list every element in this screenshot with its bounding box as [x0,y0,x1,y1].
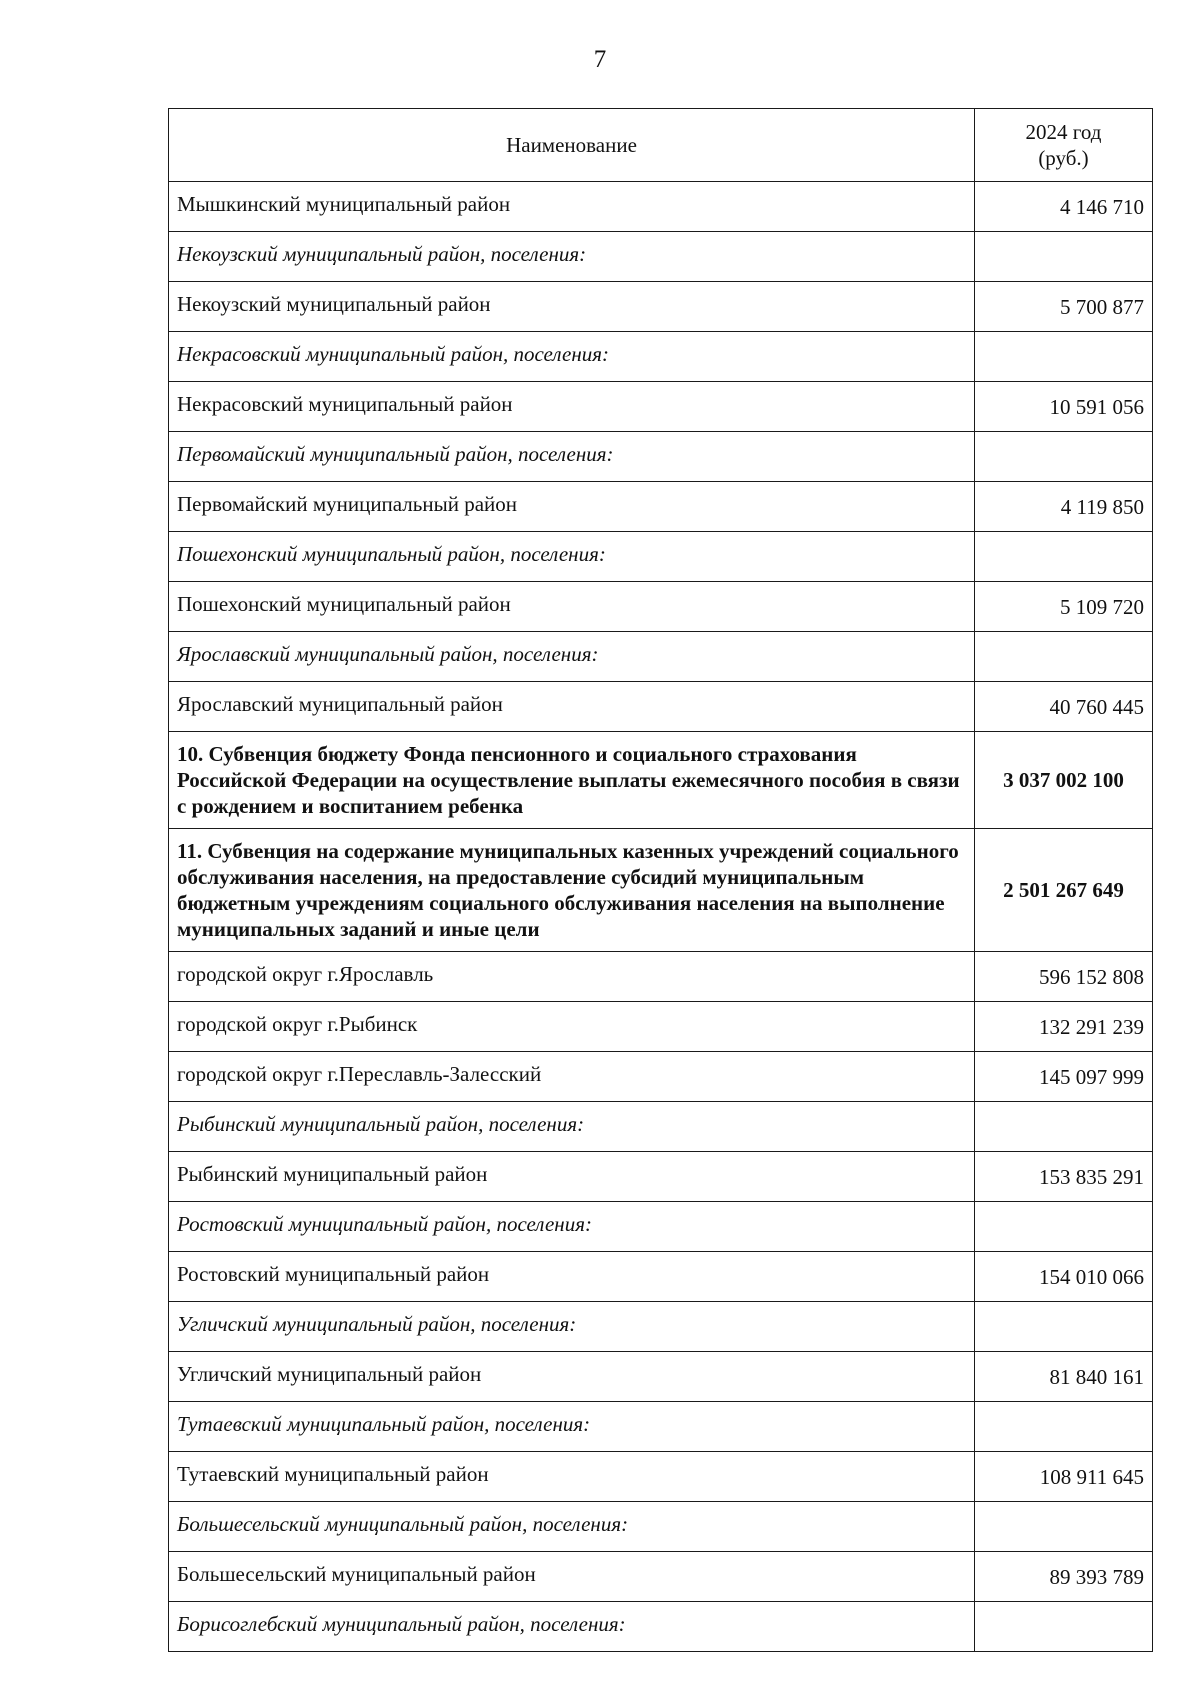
row-name: Большесельский муниципальный район [169,1552,975,1602]
row-value [975,1102,1153,1152]
table-row [169,682,1153,732]
table-row-subheading [169,1502,1153,1552]
row-value [975,432,1153,482]
table-row [169,282,1153,332]
section-title: 11. Субвенция на содержание муниципальных казенных учреждений социального обслуживания населения, на предоставление субсидий муниципальным бюджетным учреждениям социального обслуживания населения на выполнение муниципальных заданий и иные цели [169,829,975,952]
row-value [975,332,1153,382]
row-name: Пошехонский муниципальный район [169,582,975,632]
table-row-section-11 [169,829,1153,952]
row-value [975,1302,1153,1352]
row-name: Ярославский муниципальный район [169,682,975,732]
table-row [169,1352,1153,1402]
table-row-subheading [169,532,1153,582]
table-row [169,1152,1153,1202]
row-value [975,532,1153,582]
table-row-subheading [169,232,1153,282]
row-value: 10 591 056 [975,382,1153,432]
table-row-section-10 [169,732,1153,829]
row-value: 4 146 710 [975,182,1153,232]
row-name: Рыбинский муниципальный район, поселения: [169,1102,975,1152]
row-name: Тутаевский муниципальный район [169,1452,975,1502]
table-row [169,482,1153,532]
table-row-subheading [169,1602,1153,1652]
table-row-subheading [169,632,1153,682]
row-value [975,1202,1153,1252]
row-name: Угличский муниципальный район [169,1352,975,1402]
table-row [169,1252,1153,1302]
row-value [975,632,1153,682]
row-name: Тутаевский муниципальный район, поселения: [169,1402,975,1452]
row-value: 89 393 789 [975,1552,1153,1602]
row-value: 153 835 291 [975,1152,1153,1202]
row-value [975,1502,1153,1552]
row-value: 154 010 066 [975,1252,1153,1302]
row-value: 4 119 850 [975,482,1153,532]
row-name: Некоузский муниципальный район [169,282,975,332]
table-row [169,1002,1153,1052]
row-name: Некрасовский муниципальный район [169,382,975,432]
table-row [169,1552,1153,1602]
row-name: Некоузский муниципальный район, поселения: [169,232,975,282]
row-value: 132 291 239 [975,1002,1153,1052]
row-name: Борисоглебский муниципальный район, поселения: [169,1602,975,1652]
table-row [169,1452,1153,1502]
row-value [975,232,1153,282]
table-row [169,182,1153,232]
budget-table [168,108,1153,1652]
row-name: Рыбинский муниципальный район [169,1152,975,1202]
row-name: Некрасовский муниципальный район, поселения: [169,332,975,382]
row-name: Большесельский муниципальный район, поселения: [169,1502,975,1552]
row-name: Угличский муниципальный район, поселения: [169,1302,975,1352]
row-value: 5 700 877 [975,282,1153,332]
row-name: Ярославский муниципальный район, поселения: [169,632,975,682]
table-header-row [169,109,1153,182]
row-name: Пошехонский муниципальный район, поселения: [169,532,975,582]
row-value [975,1602,1153,1652]
row-value: 145 097 999 [975,1052,1153,1102]
section-title: 10. Субвенция бюджету Фонда пенсионного и социального страхования Российской Федерации на осуществление выплаты ежемесячного пособия в связи с рождением и воспитанием ребенка [169,732,975,829]
row-name: Первомайский муниципальный район, поселения: [169,432,975,482]
row-value: 40 760 445 [975,682,1153,732]
section-total: 2 501 267 649 [975,829,1153,952]
table-row [169,582,1153,632]
table-row-subheading [169,1202,1153,1252]
row-value: 81 840 161 [975,1352,1153,1402]
table-row-subheading [169,432,1153,482]
row-name: Первомайский муниципальный район [169,482,975,532]
table-row [169,952,1153,1002]
section-total: 3 037 002 100 [975,732,1153,829]
column-header-name: Наименование [169,109,975,182]
page-number: 7 [593,46,607,73]
row-name: Ростовский муниципальный район [169,1252,975,1302]
row-value: 108 911 645 [975,1452,1153,1502]
table-row [169,1052,1153,1102]
row-name: Мышкинский муниципальный район [169,182,975,232]
table-row-subheading [169,1302,1153,1352]
row-value: 5 109 720 [975,582,1153,632]
row-name: городской округ г.Ярославль [169,952,975,1002]
table-row-subheading [169,1402,1153,1452]
row-name: городской округ г.Рыбинск [169,1002,975,1052]
row-value: 596 152 808 [975,952,1153,1002]
row-name: городской округ г.Переславль-Залесский [169,1052,975,1102]
table-row [169,382,1153,432]
column-header-value: 2024 год (руб.) [975,109,1153,182]
row-value [975,1402,1153,1452]
table-row-subheading [169,1102,1153,1152]
table-row-subheading [169,332,1153,382]
row-name: Ростовский муниципальный район, поселения: [169,1202,975,1252]
